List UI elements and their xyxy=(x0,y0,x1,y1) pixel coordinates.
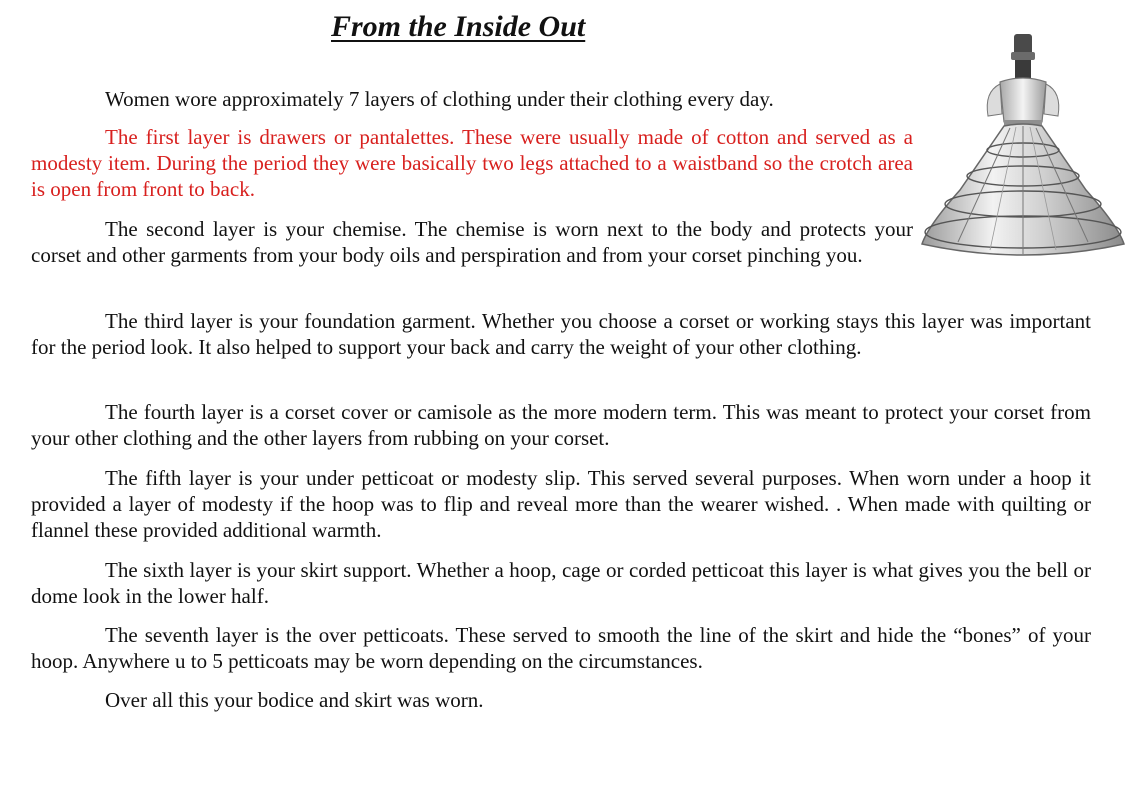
fourth-layer-paragraph: The fourth layer is a corset cover or camisole as the more modern term. This was meant to protect your corset from your other clothing and the other layers from rubbing on your corset. xyxy=(31,400,1091,450)
second-layer-paragraph: The second layer is your chemise. The chemise is worn next to the body and protects your corset and other garments from your body oils and perspiration and from your corset pinching you. xyxy=(31,217,913,267)
intro-paragraph: Women wore approximately 7 layers of clothing under their clothing every day. xyxy=(105,87,774,111)
fifth-layer-paragraph: The fifth layer is your under petticoat or modesty slip. This served several purposes. When worn under a hoop it provided a layer of modesty if the hoop was to flip and reveal more than the wearer wished. . When made with quilting or flannel these provided additional warmth. xyxy=(31,466,1091,542)
closing-paragraph: Over all this your bodice and skirt was worn. xyxy=(105,688,484,712)
seventh-layer-paragraph: The seventh layer is the over petticoats. These served to smooth the line of the skirt and hide the “bones” of your hoop. Anywhere u to 5 petticoats may be worn depending on the circumstances. xyxy=(31,623,1091,673)
page-title: From the Inside Out xyxy=(331,10,586,43)
third-layer-paragraph: The third layer is your foundation garment. Whether you choose a corset or working stays this layer was important for the period look. It also helped to support your back and carry the weight of your other clothing. xyxy=(31,309,1091,359)
first-layer-paragraph: The first layer is drawers or pantalettes. These were usually made of cotton and served as a modesty item. During the period they were basically two legs attached to a waistband so the crotch area is open from front to back. xyxy=(31,125,913,201)
hoop-skirt-mannequin-icon xyxy=(918,30,1130,262)
sixth-layer-paragraph: The sixth layer is your skirt support. Whether a hoop, cage or corded petticoat this layer is what gives you the bell or dome look in the lower half. xyxy=(31,558,1091,608)
